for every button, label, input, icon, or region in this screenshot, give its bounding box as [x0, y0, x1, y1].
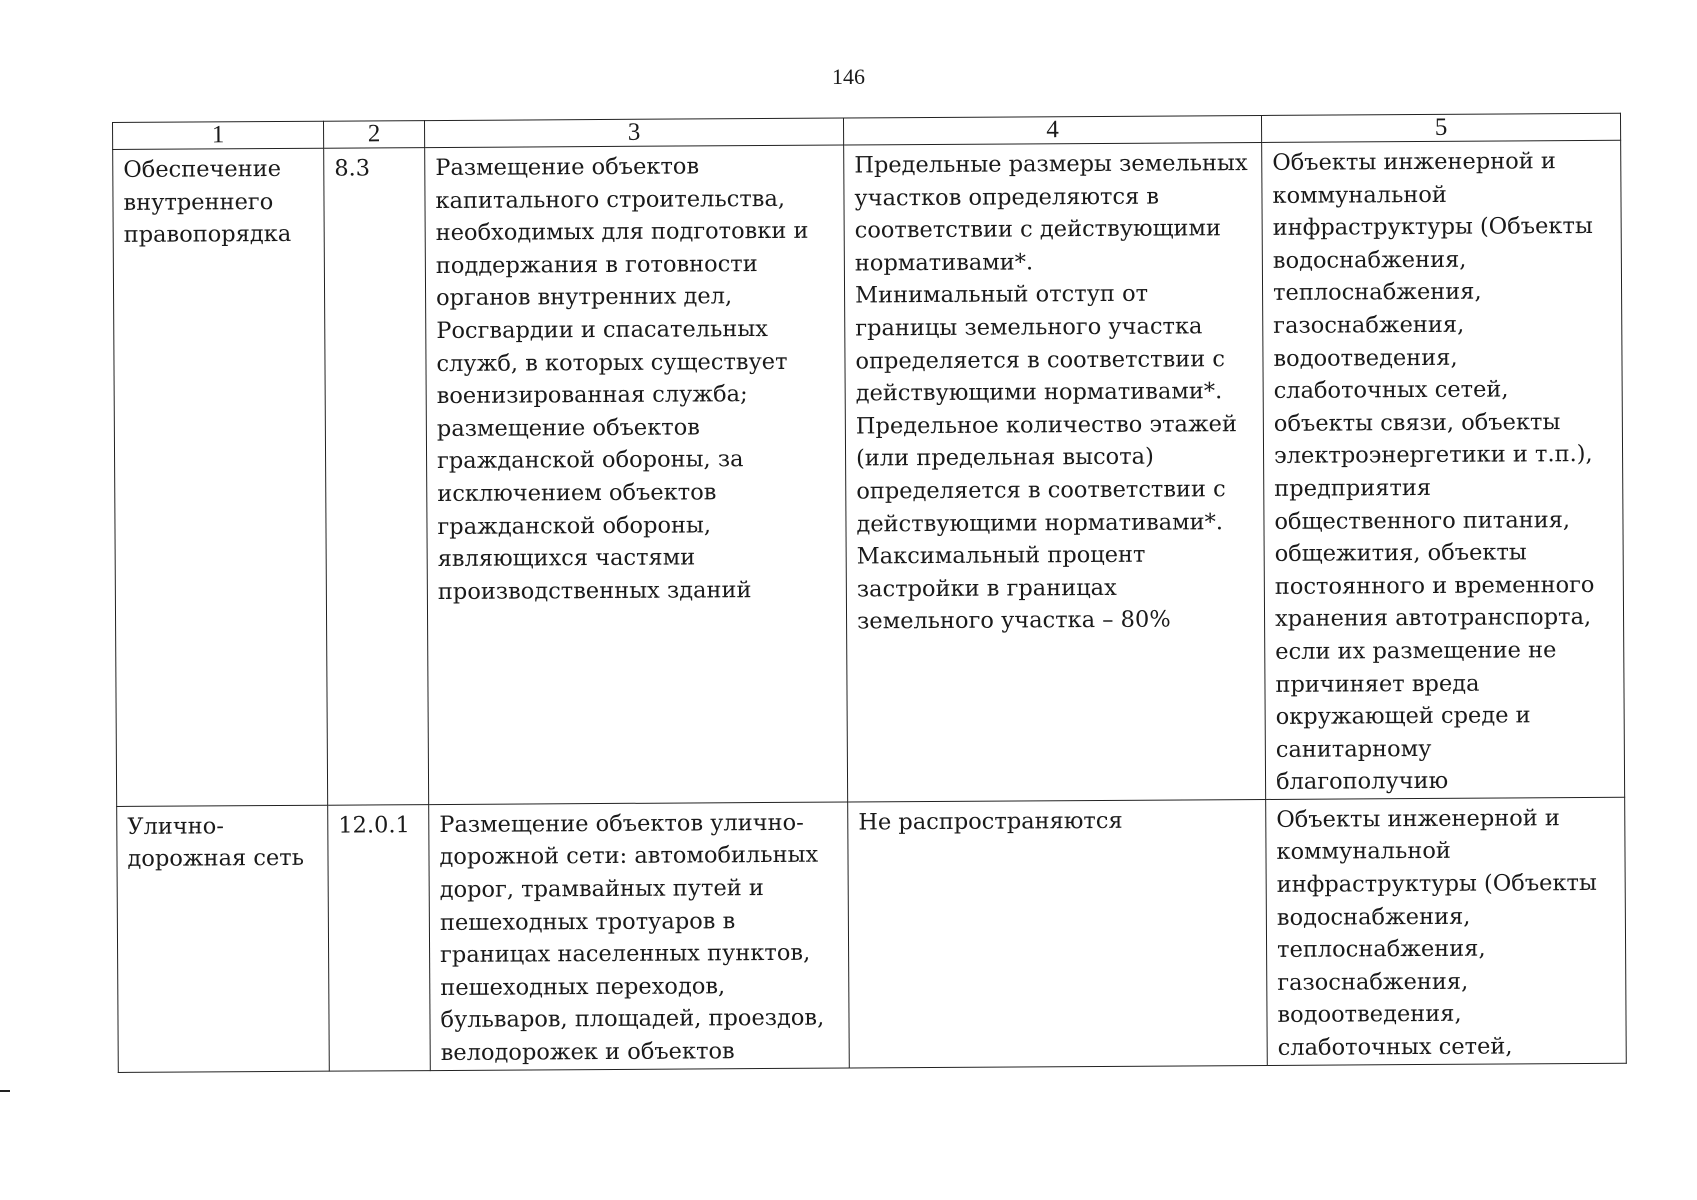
use-code: 8.3 — [334, 155, 371, 182]
use-name: Улично- дорожная сеть — [127, 813, 305, 873]
use-name-cell — [113, 148, 328, 806]
column-header-4: 4 — [843, 115, 1261, 145]
use-description: Размещение объектов капитального строительства, необходимых для подготовки и поддержания в готовности органов внутренних дел, Росгвардии и спасательных служб, в которых существует военизированная служба; размещение объектов гражданской обороны, за исключением объектов гражданской обороны, являющихся частями производственных зданий — [435, 153, 809, 605]
table-row — [113, 140, 1625, 806]
use-description-cell — [429, 802, 850, 1070]
column-header-3: 3 — [424, 118, 843, 148]
use-description: Размещение объектов улично- дорожной сети: автомобильных дорог, трамвайных путей и пешеходных тротуаров в границах населенных пунктов, пешеходных переходов, бульваров, площадей, проездов, велодорожек и объектов — [439, 809, 825, 1067]
land-use-table — [112, 113, 1627, 1073]
use-code-cell — [328, 804, 431, 1070]
auxiliary-uses: Объекты инженерной и коммунальной инфраструктуры (Объекты водоснабжения, теплоснабжения, газоснабжения, водоотведения, слаботочных сетей, объекты связи, объекты электроэнергетики и т.п.), предприятия общественного питания, общежития, объекты постоянного и временного хранения автотранспорта, если их размещение не причиняет вреда окружающей среде и санитарному благополучию — [1272, 148, 1595, 796]
use-name-cell — [117, 805, 330, 1072]
column-header-2: 2 — [323, 121, 424, 149]
use-code-cell — [324, 148, 429, 805]
use-parameters-cell — [848, 799, 1268, 1067]
use-parameters-cell — [844, 142, 1266, 801]
page-number: 146 — [832, 64, 865, 89]
column-header-1: 1 — [113, 121, 324, 149]
scan-edge-mark — [0, 1090, 10, 1092]
use-code: 12.0.1 — [338, 812, 410, 839]
use-parameters: Не распространяются — [858, 807, 1123, 836]
column-header-5: 5 — [1261, 113, 1620, 142]
auxiliary-uses: Объекты инженерной и коммунальной инфраструктуры (Объекты водоснабжения, теплоснабжения, газоснабжения, водоотведения, слаботочных сетей, — [1276, 805, 1597, 1061]
auxiliary-uses-cell — [1262, 140, 1625, 799]
table-row — [117, 797, 1627, 1072]
use-description-cell — [425, 145, 848, 804]
use-name: Обеспечение внутреннего правопорядка — [123, 155, 292, 249]
auxiliary-uses-cell — [1266, 797, 1627, 1065]
use-parameters: Предельные размеры земельных участков определяются в соответствии с действующими нормативами*. Минимальный отступ от границы земельного участка определяется в соответствии с действующими нормативами*. Предельное количество этажей (или предельная высота) определяется в соответствии с действующими нормативами*. Максимальный процент застройки в границах земельного участка – 80% — [854, 150, 1248, 635]
